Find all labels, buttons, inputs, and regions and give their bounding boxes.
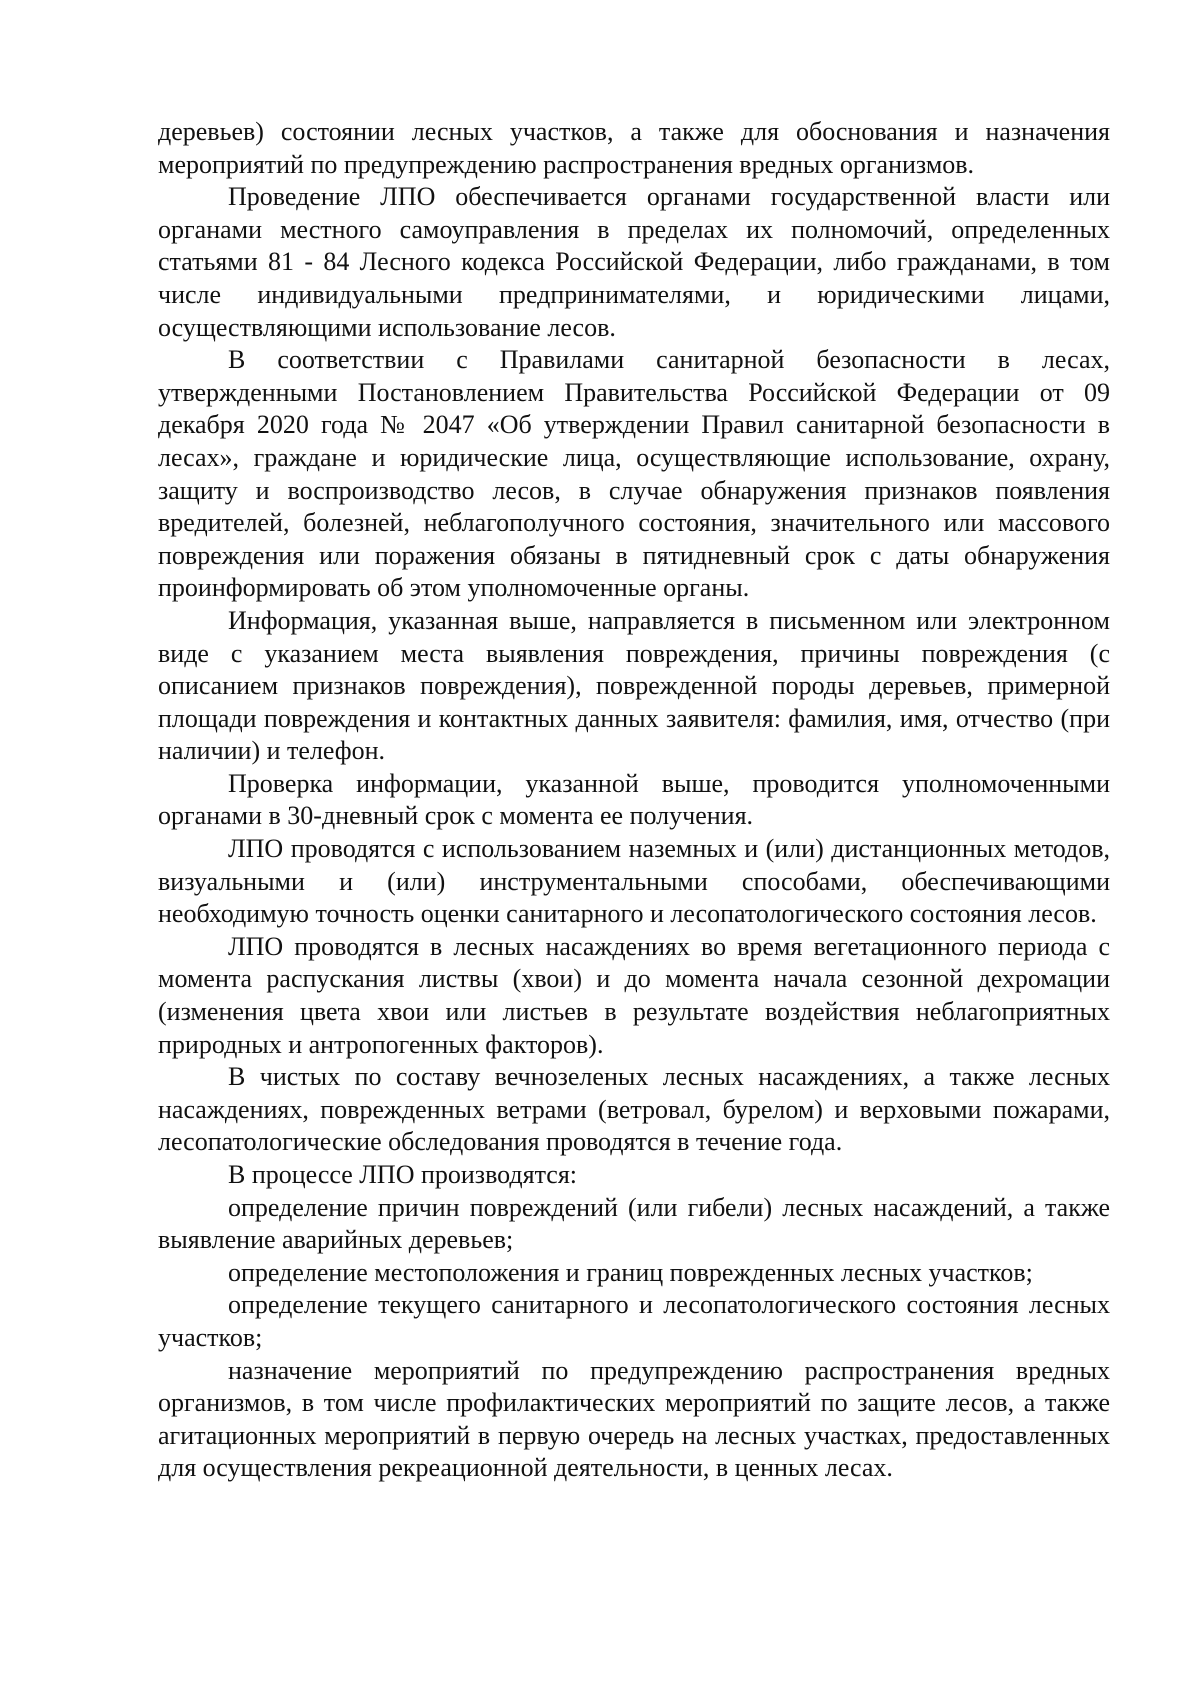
paragraph-lpo-responsibility: Проведение ЛПО обеспечивается органами государственной власти или органами местного самоуправления в пределах их полномочий, определенных статьями 81 - 84 Лесного кодекса Российской Федерации, либо гражданами, в том числе индивидуальными предпринимателями, и юридическими лицами, осуществляющими использование лесов. — [158, 182, 1110, 342]
document-page — [158, 116, 1110, 1485]
paragraph-lpo-methods: ЛПО проводятся с использованием наземных и (или) дистанционных методов, визуальными и (или) инструментальными способами, обеспечивающими необходимую точность оценки санитарного и лесопатологического состояния лесов. — [158, 834, 1110, 929]
list-item-location-boundaries: определение местоположения и границ поврежденных лесных участков; — [228, 1257, 1033, 1287]
paragraph-lpo-period: ЛПО проводятся в лесных насаждениях во время вегетационного периода с момента распускания листвы (хвои) и до момента начала сезонной дехромации (изменения цвета хвои или листьев в результате воздействия неблагоприятных природных и антропогенных факторов). — [158, 931, 1110, 1059]
paragraph-lpo-process-intro: В процессе ЛПО производятся: — [228, 1160, 578, 1189]
list-item-damage-causes: определение причин повреждений (или гибели) лесных насаждений, а также выявление аварийных деревьев; — [158, 1192, 1110, 1255]
paragraph-evergreen-stands: В чистых по составу вечнозеленых лесных насаждениях, а также лесных насаждениях, поврежденных ветрами (ветровал, бурелом) и верховыми пожарами, лесопатологические обследования проводятся в течение года. — [158, 1062, 1110, 1157]
paragraph-information-check: Проверка информации, указанной выше, проводится уполномоченными органами в 30-дневный срок с момента ее получения. — [158, 768, 1110, 831]
paragraph-information-form: Информация, указанная выше, направляется в письменном или электронном виде с указанием места выявления повреждения, причины повреждения (с описанием признаков повреждения), поврежденной породы деревьев, примерной площади повреждения и контактных данных заявителя: фамилия, имя, отчество (при наличии) и телефон. — [158, 605, 1110, 766]
list-item-preventive-measures: назначение мероприятий по предупреждению распространения вредных организмов, в том числе профилактических мероприятий по защите лесов, а также агитационных мероприятий в первую очередь на лесных участках, предоставленных для осуществления рекреационной деятельности, в ценных лесах. — [158, 1355, 1110, 1483]
paragraph-continuation: деревьев) состоянии лесных участков, а также для обоснования и назначения мероприятий по предупреждению распространения вредных организмов. — [158, 117, 1110, 179]
paragraph-sanitary-rules: В соответствии с Правилами санитарной безопасности в лесах, утвержденными Постановлением Правительства Российской Федерации от 09 декабря 2020 года № 2047 «Об утверждении Правил санитарной безопасности в лесах», граждане и юридические лица, осуществляющие использование, охрану, защиту и воспроизводство лесов, в случае обнаружения признаков появления вредителей, болезней, неблагополучного состояния, значительного или массового повреждения или поражения обязаны в пятидневный срок с даты обнаружения проинформировать об этом уполномоченные органы. — [158, 345, 1110, 603]
list-item-current-state: определение текущего санитарного и лесопатологического состояния лесных участков; — [158, 1290, 1110, 1352]
